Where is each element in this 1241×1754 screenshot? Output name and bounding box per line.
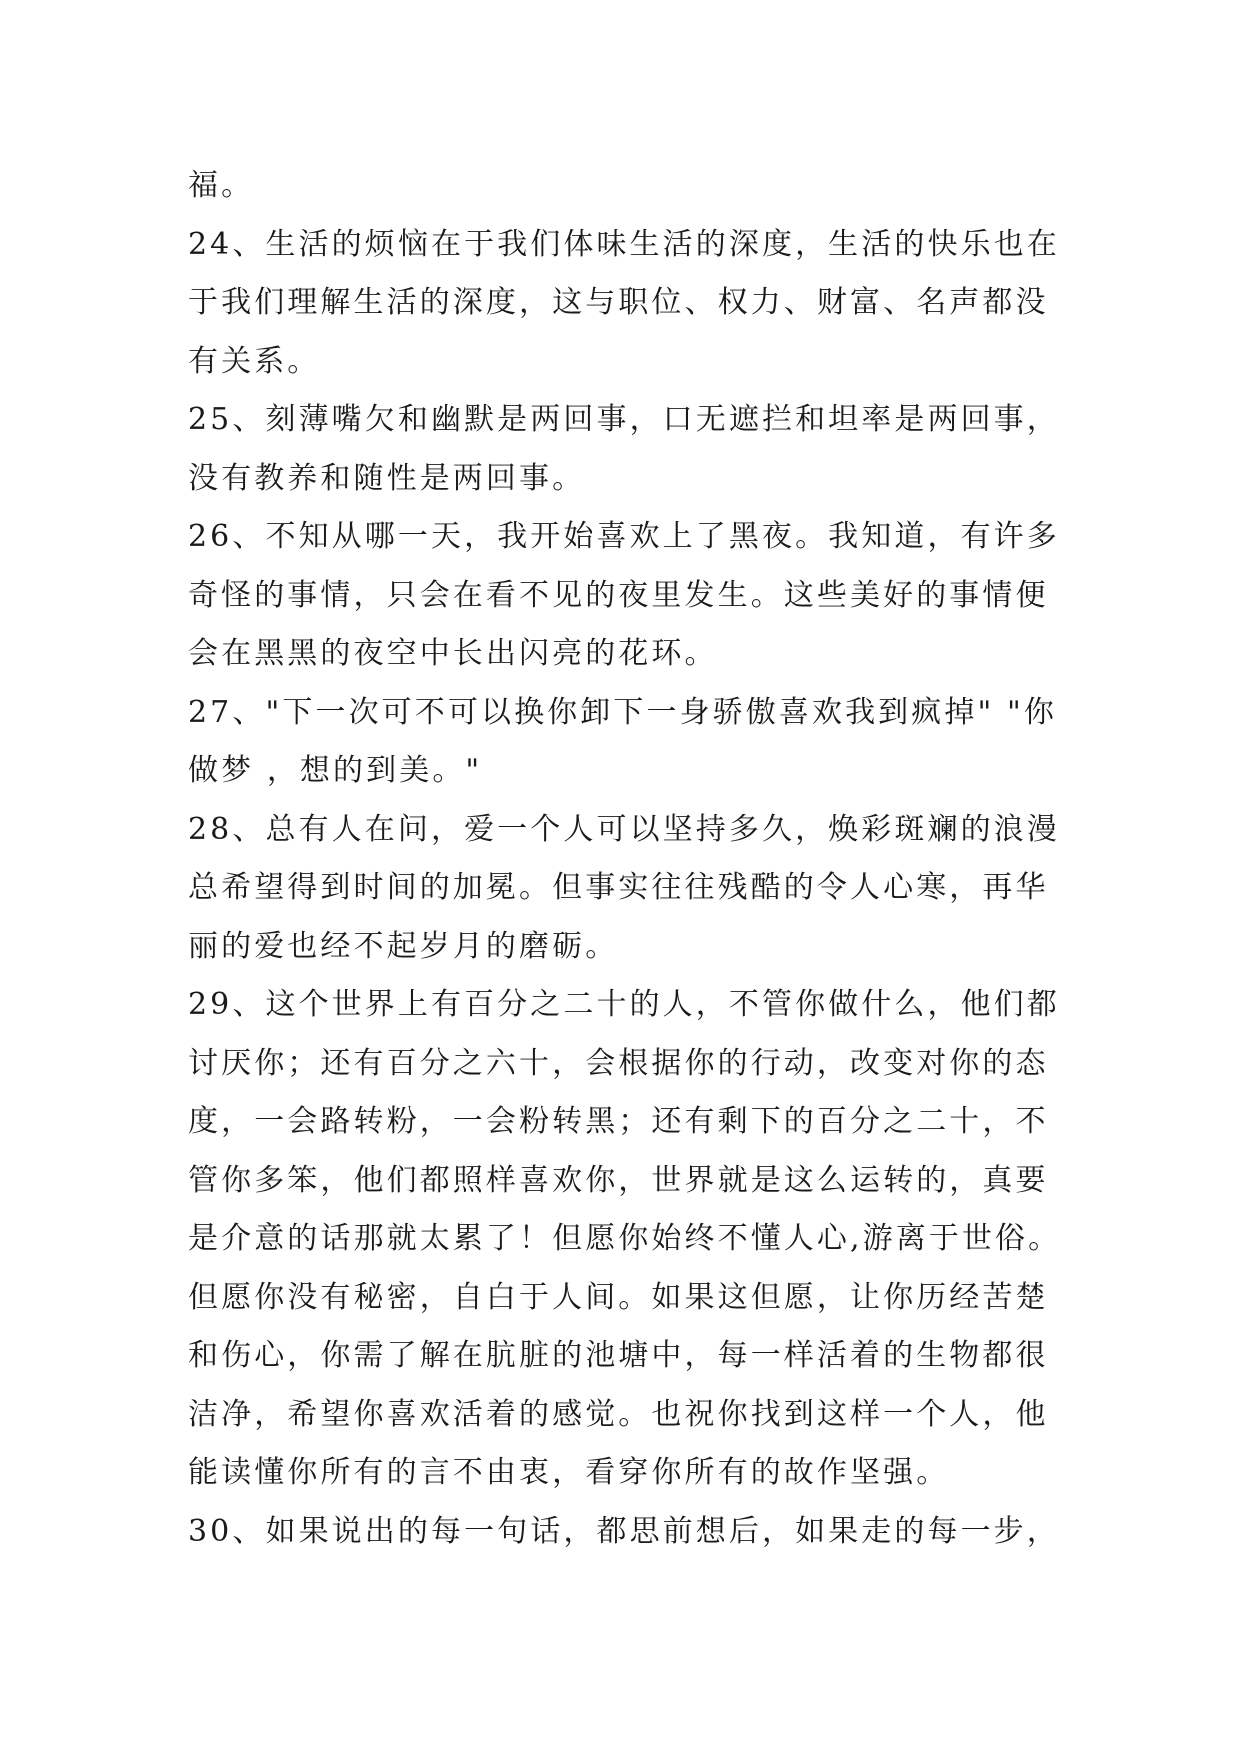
text-line: 会在黑黑的夜空中长出闪亮的花环。 [188,636,718,671]
text-line: 奇怪的事情，只会在看不见的夜里发生。这些美好的事情便 [188,577,1049,613]
text-line: 洁净，希望你喜欢活着的感觉。也祝你找到这样一个人，他 [188,1396,1049,1432]
text-line: 29、这个世界上有百分之二十的人，不管你做什么，他们都 [188,987,1060,1022]
text-line: 24、生活的烦恼在于我们体味生活的深度，生活的快乐也在 [188,226,1060,262]
text-line: 和伤心，你需了解在肮脏的池塘中，每一样活着的生物都很 [188,1338,1049,1373]
text-line: 没有教养和随性是两回事。 [188,460,586,496]
text-line: 丽的爱也经不起岁月的磨砺。 [188,928,619,964]
text-line: 福。 [188,168,255,203]
text-line: 于我们理解生活的深度，这与职位、权力、财富、名声都没 [188,285,1049,320]
text-line: 讨厌你；还有百分之六十，会根据你的行动，改变对你的态 [188,1045,1049,1081]
text-line: 能读懂你所有的言不由衷，看穿你所有的故作坚强。 [188,1455,950,1490]
text-line: 做梦 ，想的到美。" [188,753,483,788]
text-line: 25、刻薄嘴欠和幽默是两回事，口无遮拦和坦率是两回事， [188,402,1060,437]
text-line: 26、不知从哪一天，我开始喜欢上了黑夜。我知道，有许多 [188,519,1060,554]
text-line: 总希望得到时间的加冕。但事实往往残酷的令人心寒，再华 [188,870,1049,905]
text-line: 管你多笨，他们都照样喜欢你，世界就是这么运转的，真要 [188,1162,1049,1198]
text-line: 有关系。 [188,343,321,379]
text-line: 30、如果说出的每一句话，都思前想后，如果走的每一步， [188,1513,1060,1549]
text-line: 但愿你没有秘密，自白于人间。如果这但愿，让你历经苦楚 [188,1279,1049,1315]
text-line: 是介意的话那就太累了！但愿你始终不懂人心,游离于世俗。 [188,1221,1062,1256]
text-line: 度，一会路转粉，一会粉转黑；还有剩下的百分之二十，不 [188,1104,1049,1139]
page-text-body [188,157,1068,1561]
text-line: 28、总有人在问，爱一个人可以坚持多久，焕彩斑斓的浪漫 [188,811,1060,847]
text-line: 27、"下一次可不可以换你卸下一身骄傲喜欢我到疯掉" "你 [188,694,1058,730]
